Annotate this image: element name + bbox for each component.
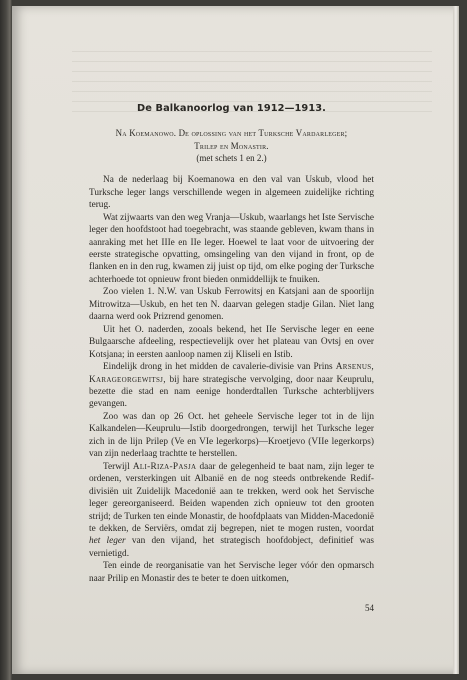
paragraph-8: Ten einde de reorganisatie van het Servische leger vóór den opmarsch naar Prilip en Monastir des te beter te doen uitkomen, <box>89 561 374 584</box>
paragraph-5-before: Eindelijk drong in het midden de cavalerie-divisie van Prins <box>103 362 333 373</box>
bleed-through-text <box>72 42 432 112</box>
paragraph-7-before: Terwijl <box>103 461 130 472</box>
chapter-title: De Balkanoorlog van 1912—1913. <box>137 103 326 114</box>
paragraph-3: Zoo vielen 1. N.W. van Uskub Ferrowitsj en Katsjani aan de spoorlijn Mitrowitza—Uskub, en het ten N. daarvan gelegen stadje Gilan. Niet lang daarna werd ook Prizrend genomen. <box>89 287 374 323</box>
page-number: 54 <box>365 603 374 613</box>
page-content <box>89 103 374 585</box>
paragraph-7-middle: daar de gelegenheid te baat nam, zijn leger te ordenen, versterkingen uit Albanië en de nog steeds ontbrekende Redif-divisiën uit Zuidelijk Macedonië aan te trekken, werd ook het Servische leger gereorganiseerd. Beiden wapenden zich opnieuw tot den grooten strijd; de Turken ten einde Monastir, de hoofdplaats van Midden-Macedonië te dekken, de Serviërs, omdat zij begrepen, niet te mogen rusten, voordat <box>89 461 374 534</box>
paragraph-2: Wat zijwaarts van den weg Vranja—Uskub, waarlangs het Iste Servische leger den hoofdstoot had toegebracht, was staande gebleven, kwam thans in aanraking met het IIIe en IIe leger. Hoewel te laat voor de uitvoering der eerste strategische opvatting, omsingeling van den vijand in front, op de flanken en in den rug, kwamen zij juist op tijd, om elke poging der Turksche achterhoede tot opnieuw front bieden onmiddellijk te fnuiken. <box>89 212 374 285</box>
paragraph-7 <box>89 461 374 561</box>
paragraph-5 <box>89 361 374 411</box>
chapter-subnote: (met schets 1 en 2.) <box>196 152 267 163</box>
paragraph-5-names: Arsenus, Karageorgewitsj, <box>89 362 375 385</box>
paragraph-7-name: Ali-Riza-Pasja <box>132 461 197 472</box>
page-edge <box>453 6 459 674</box>
paragraph-1: Na de nederlaag bij Koemanowa en den val van Uskub, vlood het Turksche leger langs verschillende wegen in algemeen zuidelijke richting terug. <box>89 175 374 211</box>
paragraph-6: Zoo was dan op 26 Oct. het geheele Servische leger tot in de lijn Kalkandelen—Keuprulu—Istib doorgedrongen, terwijl het Turksche leger zich in de lijn Prilep (Ve en VIe legerkorps)—Kroetjevo (VIIe legerkorps) van zijn nederlaag trachtte te herstellen. <box>89 411 374 460</box>
paragraph-4: Uit het O. naderden, zooals bekend, het IIe Servische leger en eene Bulgaarsche afdeeling, respectievelijk over het plateau van Ovtsj en over Kotsjana; in eersten aanloop namen zij Kliseli en Istib. <box>89 324 374 360</box>
paragraph-5-after: bij hare strategische vervolging, door naar Keuprulu, bezette die stad en nam eenige honderdtallen Turksche achterblijvers gevangen. <box>89 374 374 410</box>
chapter-subheading-line1: Na Koemanowo. De oplossing van het Turksche Vardarleger; <box>115 128 348 139</box>
chapter-subheading-line2: Trilep en Monastir. <box>194 140 269 151</box>
paragraph-7-emphasis: het leger <box>89 536 126 547</box>
paragraph-7-after: van den vijand, het strategisch hoofdobject, definitief was vernietigd. <box>89 536 374 559</box>
